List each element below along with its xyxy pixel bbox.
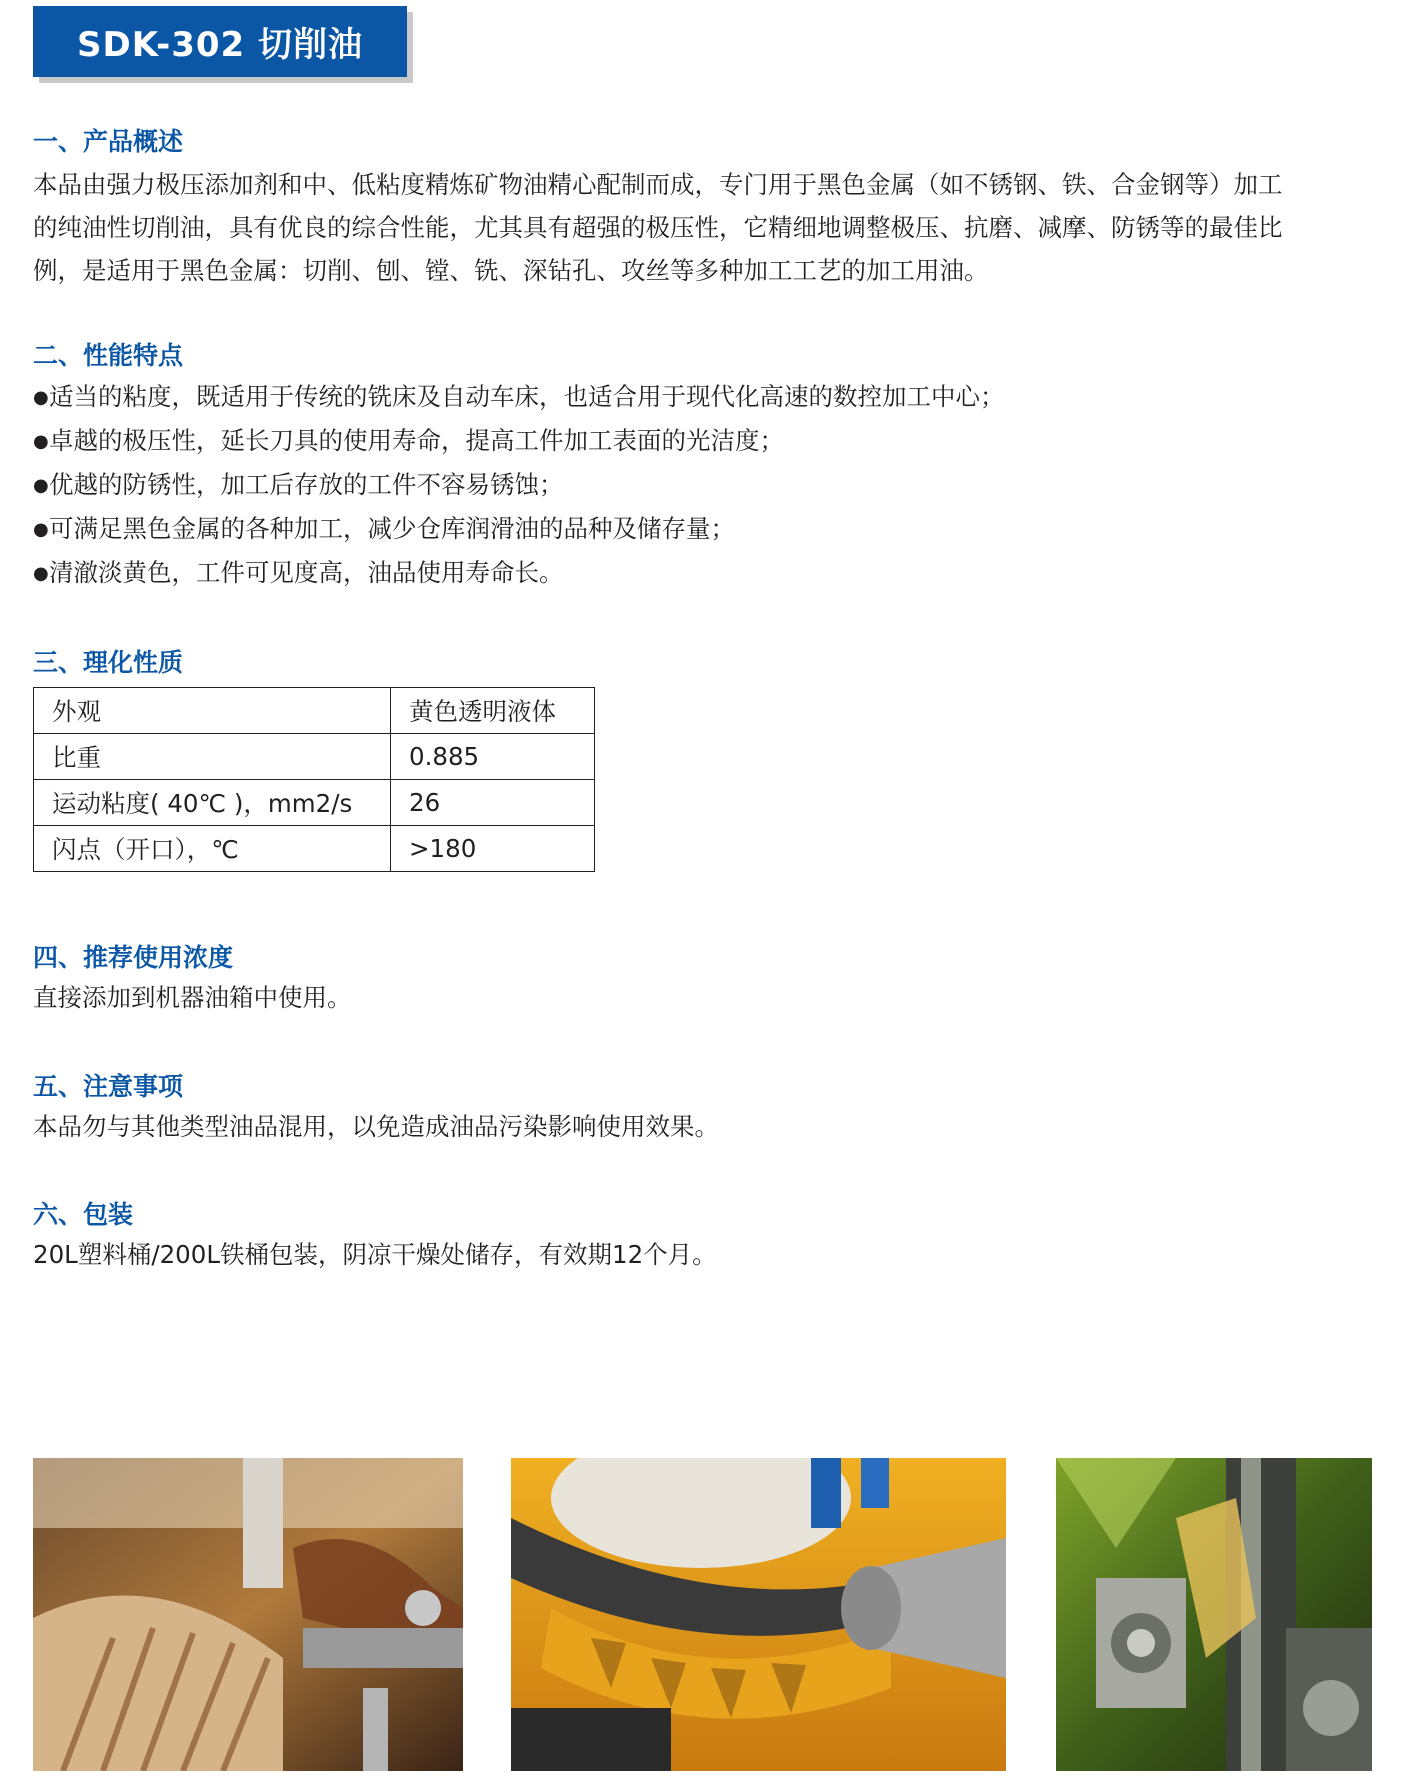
section-heading-features: 二、性能特点 xyxy=(33,341,184,370)
overview-line: 的纯油性切削油，具有优良的综合性能，尤其具有超强的极压性，它精细地调整极压、抗磨、减摩、防锈等的最佳比 xyxy=(33,213,1283,242)
overview-paragraph xyxy=(33,163,1393,292)
list-item xyxy=(33,419,1005,463)
title-banner xyxy=(33,6,407,77)
property-value: 黄色透明液体 xyxy=(391,688,595,734)
bullet-icon: ● xyxy=(33,475,49,496)
property-name: 外观 xyxy=(34,688,391,734)
list-item xyxy=(33,551,1005,595)
milling-machine-photo xyxy=(1056,1458,1372,1771)
concentration-text: 直接添加到机器油箱中使用。 xyxy=(33,983,352,1012)
list-item xyxy=(33,507,1005,551)
section-heading-properties: 三、理化性质 xyxy=(33,648,184,677)
overview-line: 本品由强力极压添加剂和中、低粘度精炼矿物油精心配制而成，专门用于黑色金属（如不锈钢、铁、合金钢等）加工 xyxy=(33,170,1283,199)
bevel-gear-photo xyxy=(511,1458,1006,1771)
table-row xyxy=(34,688,595,734)
property-name: 闪点（开口），℃ xyxy=(34,826,391,872)
property-value: >180 xyxy=(391,826,595,872)
bullet-icon: ● xyxy=(33,387,49,408)
feature-text: 适当的粘度，既适用于传统的铣床及自动车床，也适合用于现代化高速的数控加工中心； xyxy=(49,382,1005,411)
table-row xyxy=(34,734,595,780)
list-item xyxy=(33,463,1005,507)
property-value: 26 xyxy=(391,780,595,826)
gear-cutting-photo xyxy=(33,1458,463,1771)
table-row xyxy=(34,780,595,826)
packaging-text: 20L塑料桶/200L铁桶包装，阴凉干燥处储存，有效期12个月。 xyxy=(33,1240,717,1269)
section-heading-concentration: 四、推荐使用浓度 xyxy=(33,943,234,972)
feature-list xyxy=(33,375,1005,595)
bullet-icon: ● xyxy=(33,563,49,584)
table-row xyxy=(34,826,595,872)
property-name: 比重 xyxy=(34,734,391,780)
section-heading-packaging: 六、包装 xyxy=(33,1200,134,1229)
section-heading-notes: 五、注意事项 xyxy=(33,1072,184,1101)
list-item xyxy=(33,375,1005,419)
property-name: 运动粘度( 40℃ )，mm2/s xyxy=(34,780,391,826)
feature-text: 可满足黑色金属的各种加工，减少仓库润滑油的品种及储存量； xyxy=(49,514,735,543)
feature-text: 清澈淡黄色，工件可见度高，油品使用寿命长。 xyxy=(49,558,564,587)
bullet-icon: ● xyxy=(33,519,49,540)
feature-text: 卓越的极压性，延长刀具的使用寿命，提高工件加工表面的光洁度； xyxy=(49,426,784,455)
properties-table xyxy=(33,687,595,872)
bullet-icon: ● xyxy=(33,431,49,452)
feature-text: 优越的防锈性，加工后存放的工件不容易锈蚀； xyxy=(49,470,564,499)
section-heading-overview: 一、产品概述 xyxy=(33,127,184,156)
property-value: 0.885 xyxy=(391,734,595,780)
overview-line: 例，是适用于黑色金属：切削、刨、镗、铣、深钻孔、攻丝等多种加工工艺的加工用油。 xyxy=(33,256,989,285)
notes-text: 本品勿与其他类型油品混用，以免造成油品污染影响使用效果。 xyxy=(33,1112,719,1141)
page-title: SDK-302 切削油 xyxy=(76,25,364,65)
